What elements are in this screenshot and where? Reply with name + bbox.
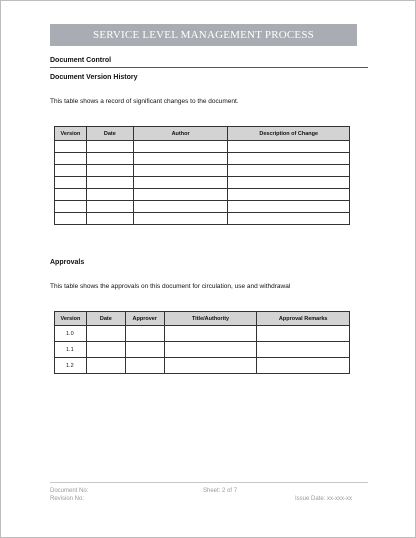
table-row [55,153,350,165]
column-header-version: Version [55,312,87,326]
table-cell[interactable] [133,177,228,189]
table-cell[interactable] [228,189,350,201]
document-banner-title: SERVICE LEVEL MANAGEMENT PROCESS [50,24,357,46]
section-title-document-control: Document Control [50,57,112,64]
column-header-author: Author [133,127,228,141]
approvals-description: This table shows the approvals on this document for circulation, use and withdrawal [50,283,291,290]
table-cell[interactable] [133,213,228,225]
table-cell[interactable] [228,201,350,213]
table-cell[interactable] [55,153,87,165]
column-header-date: Date [86,312,125,326]
table-header-row [55,312,350,326]
table-cell[interactable] [133,153,228,165]
footer-issue-date: Issue Date: xx-xxx-xx [295,496,353,502]
table-cell[interactable] [55,189,87,201]
column-header-date: Date [86,127,133,141]
table-cell[interactable] [133,189,228,201]
table-cell[interactable] [133,165,228,177]
column-header-version: Version [55,127,87,141]
table-cell[interactable] [125,326,164,342]
table-cell[interactable] [55,213,87,225]
table-cell[interactable] [86,177,133,189]
table-cell-version[interactable]: 1.0 [55,326,87,342]
table-cell[interactable] [257,358,350,374]
column-header-description-of-change: Description of Change [228,127,350,141]
table-cell[interactable] [228,153,350,165]
table-header-row [55,127,350,141]
table-cell[interactable] [86,213,133,225]
table-cell[interactable] [86,153,133,165]
table-row [55,326,350,342]
column-header-approval-remarks: Approval Remarks [257,312,350,326]
table-cell[interactable] [86,358,125,374]
table-cell[interactable] [164,326,257,342]
section-divider [50,67,368,68]
table-cell[interactable] [257,326,350,342]
table-row [55,358,350,374]
table-row [55,342,350,358]
table-row [55,165,350,177]
table-cell[interactable] [86,201,133,213]
column-header-title-authority: Title/Authority [164,312,257,326]
footer-document-no: Document No: [50,488,89,494]
table-cell[interactable] [86,342,125,358]
table-cell[interactable] [164,358,257,374]
version-history-table [54,126,350,225]
table-cell[interactable] [228,213,350,225]
table-cell[interactable] [164,342,257,358]
version-history-description: This table shows a record of significant changes to the document. [50,98,239,105]
table-cell[interactable] [133,201,228,213]
table-row [55,141,350,153]
table-cell[interactable] [86,165,133,177]
table-cell[interactable] [86,141,133,153]
subsection-title-version-history: Document Version History [50,74,138,81]
table-cell[interactable] [257,342,350,358]
table-cell[interactable] [228,165,350,177]
table-row [55,177,350,189]
table-row [55,213,350,225]
table-cell[interactable] [125,342,164,358]
subsection-title-approvals: Approvals [50,259,85,266]
table-cell[interactable] [125,358,164,374]
table-cell[interactable] [133,141,228,153]
table-cell[interactable] [55,201,87,213]
table-cell[interactable] [55,141,87,153]
table-cell[interactable] [228,177,350,189]
table-cell[interactable] [55,165,87,177]
table-row [55,189,350,201]
table-cell[interactable] [86,189,133,201]
table-cell[interactable] [86,326,125,342]
footer-divider [50,482,368,483]
footer-sheet-number: Sheet: 2 of 7 [203,488,238,494]
table-row [55,201,350,213]
column-header-approver: Approver [125,312,164,326]
table-cell-version[interactable]: 1.1 [55,342,87,358]
table-cell[interactable] [228,141,350,153]
footer-revision-no: Revision No: [50,496,85,502]
table-cell-version[interactable]: 1.2 [55,358,87,374]
table-cell[interactable] [55,177,87,189]
approvals-table [54,311,350,374]
